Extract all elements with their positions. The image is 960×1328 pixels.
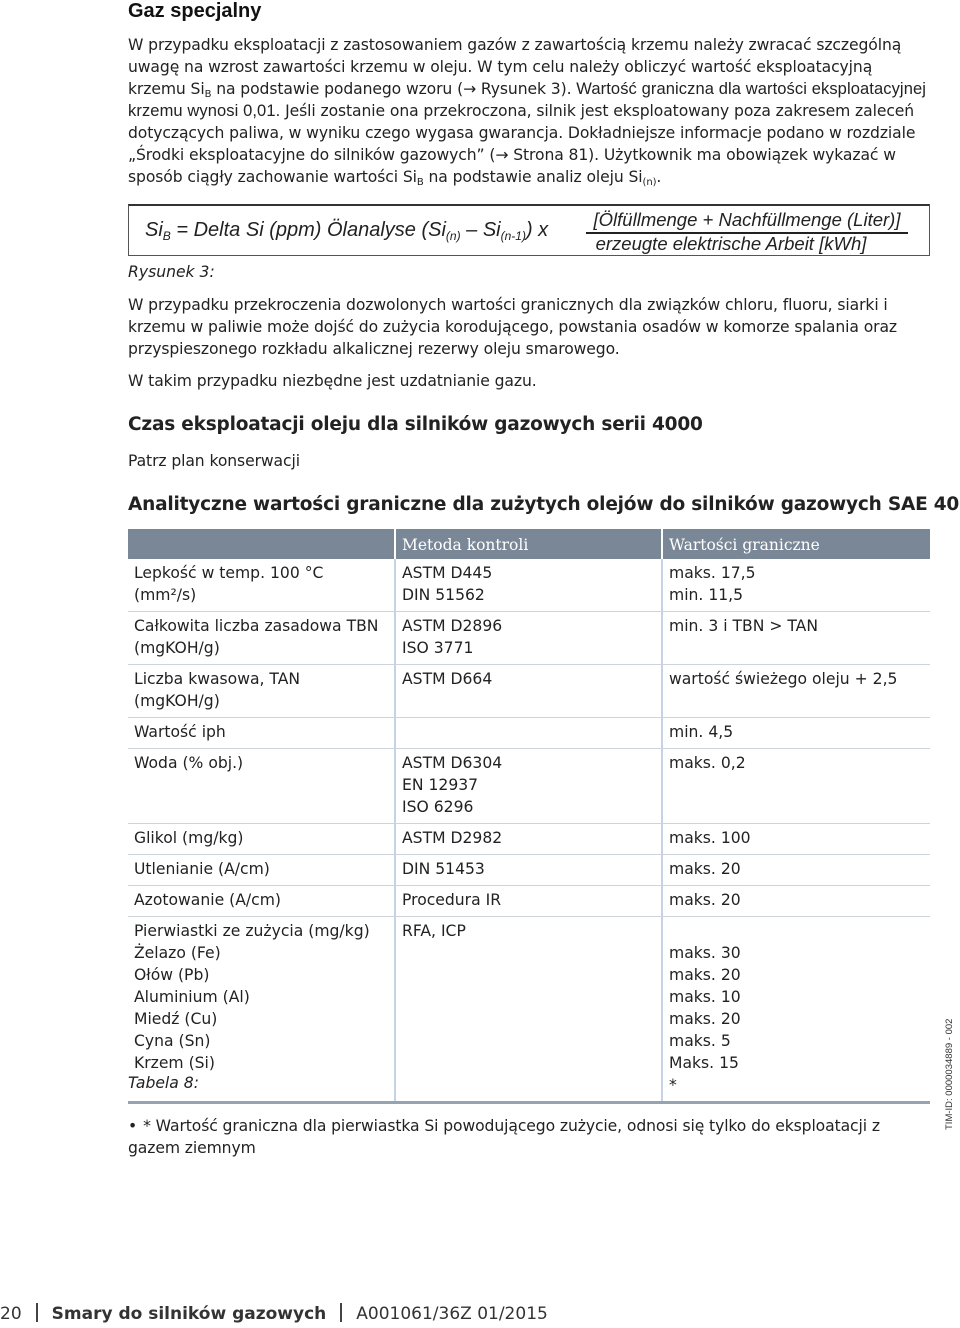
maintenance-plan-text: Patrz plan konserwacji [128, 452, 300, 470]
param-cell [128, 612, 395, 665]
param-cell [128, 886, 395, 917]
method-cell [395, 824, 662, 855]
param-cell-line: Glikol (mg/kg) [134, 829, 244, 847]
limit-cell [662, 886, 930, 917]
param-cell-line: Woda (% obj.) [134, 754, 244, 772]
param-cell-line: Pierwiastki ze zużycia (mg/kg) [134, 922, 370, 940]
table-row [128, 612, 930, 665]
param-cell-line: Całkowita liczba zasadowa TBN [134, 617, 379, 635]
formula-denominator: erzeugte elektrische Arbeit [kWh] [595, 233, 867, 254]
limit-cell [662, 749, 930, 824]
method-cell-line [402, 721, 655, 743]
figure-caption: Rysunek 3: [128, 263, 215, 281]
limit-cell-line: maks. 0,2 [669, 754, 746, 772]
header-blank [128, 529, 395, 559]
param-cell-line: Żelazo (Fe) [134, 944, 221, 962]
param-cell [128, 718, 395, 749]
formula-dash: – Si [460, 219, 501, 241]
formula-sub-n: (n) [445, 229, 461, 243]
limit-cell-line: maks. 5 [669, 1032, 731, 1050]
formula-expression [145, 219, 548, 242]
method-cell-line: RFA, ICP [402, 922, 466, 940]
limit-cell-line: maks. 100 [669, 829, 751, 847]
param-cell-line: Krzem (Si) [134, 1054, 215, 1072]
limit-cell [662, 665, 930, 718]
param-cell-line: Lepkość w temp. 100 °C (mm²/s) [134, 564, 324, 604]
param-cell [128, 749, 395, 824]
p1-sub-n: (n) [642, 177, 657, 188]
formula-mid: = Delta Si (ppm) Ölanalyse (Si [170, 219, 446, 241]
param-cell-line: (mgKOH/g) [134, 639, 220, 657]
method-cell-line: ASTM D2896 [402, 617, 503, 635]
footer-separator [340, 1303, 342, 1322]
page-footer [0, 1303, 548, 1324]
footnote [128, 1115, 918, 1159]
method-cell-line: EN 12937 [402, 776, 479, 794]
arrow-icon: → [495, 146, 509, 164]
limit-values-table [128, 529, 930, 1104]
param-cell-line: Miedź (Cu) [134, 1010, 218, 1028]
limit-cell-line: maks. 30 [669, 944, 741, 962]
limit-cell-line: * [669, 1076, 677, 1094]
p1-part-h: . [656, 168, 662, 186]
param-cell-line: Ołów (Pb) [134, 966, 210, 984]
limit-cell [662, 855, 930, 886]
table-row [128, 665, 930, 718]
method-cell [395, 749, 662, 824]
p1-part-b: na podstawie podanego wzoru ( [211, 80, 464, 98]
limit-cell-line: maks. 20 [669, 891, 741, 909]
footer-separator [36, 1303, 38, 1322]
limit-cell-line: min. 3 i TBN > TAN [669, 617, 819, 635]
param-cell [128, 665, 395, 718]
method-cell [395, 559, 662, 612]
page-number: 20 [0, 1304, 22, 1324]
header-method: Metoda kontroli [395, 529, 662, 559]
method-cell [395, 665, 662, 718]
header-limit: Wartości graniczne [662, 529, 930, 559]
footer-doc-number: A001061/36Z 01/2015 [356, 1304, 548, 1324]
param-cell [128, 855, 395, 886]
param-cell-line: Cyna (Sn) [134, 1032, 211, 1050]
table-row [128, 917, 930, 1103]
table-row [128, 559, 930, 612]
limit-cell-line: wartość świeżego oleju + 2,5 [669, 670, 898, 688]
formula-end: ) x [525, 219, 549, 241]
limit-cell-line: min. 4,5 [669, 723, 734, 741]
contamination-paragraph: W przypadku przekroczenia dozwolonych wartości granicznych dla związków chloru, fluoru, siarki i krzemu w paliwie może dojść do zużycia korodującego, powstania osadów w komorze spalania oraz przyspieszonego rozkładu alkalicznej rezerwy oleju smarowego. [128, 296, 897, 358]
method-cell [395, 917, 662, 1103]
table-row [128, 824, 930, 855]
page-reference-link[interactable]: Strona 81). Użytkownik ma obowiązek wykazać w sposób ciągły zachowanie wartości Si [128, 146, 896, 186]
p1-sub-b: B [204, 89, 212, 100]
method-cell-line: ASTM D6304 [402, 754, 503, 772]
limit-cell [662, 917, 930, 1103]
method-cell-line: ASTM D445 [402, 564, 493, 582]
limit-cell-line [669, 920, 924, 942]
footer-title: Smary do silników gazowych [51, 1304, 327, 1324]
bullet-icon: • [128, 1117, 138, 1135]
table-row [128, 718, 930, 749]
table-row [128, 886, 930, 917]
limit-cell-line: maks. 10 [669, 988, 741, 1006]
special-gas-paragraph [128, 34, 934, 188]
limit-cell-line: maks. 20 [669, 1010, 741, 1028]
limit-cell-line: min. 11,5 [669, 586, 744, 604]
limit-cell-line: maks. 17,5 [669, 564, 756, 582]
param-cell-line: Liczba kwasowa, TAN (mgKOH/g) [134, 670, 301, 710]
gas-treatment-paragraph: W takim przypadku niezbędne jest uzdatnianie gazu. [128, 372, 537, 390]
table-row [128, 749, 930, 824]
limit-cell-line: Maks. 15 [669, 1054, 739, 1072]
p1-part-e: Jeśli zostanie ona przekroczona, silnik jest eksploatowany poza zakresem zaleceń dotyczących paliwa, w wyniku czego wygasa gwarancja. Dokładniejsze informacje podano w rozdziale „Środki eksploatacyjne do silników gazowych” ( [128, 102, 916, 164]
param-cell-line: Azotowanie (A/cm) [134, 891, 281, 909]
limit-cell [662, 612, 930, 665]
arrow-icon: → [463, 80, 477, 98]
limit-cell [662, 718, 930, 749]
method-cell [395, 612, 662, 665]
limit-cell [662, 824, 930, 855]
method-cell-line: DIN 51453 [402, 860, 485, 878]
formula-sub-n1: (n-1) [500, 229, 526, 243]
method-cell-line: Procedura IR [402, 891, 502, 909]
param-cell-line: Utlenianie (A/cm) [134, 860, 270, 878]
method-cell-line: ISO 3771 [402, 639, 474, 657]
formula-numerator: [Ölfüllmenge + Nachfüllmenge (Liter)] [593, 209, 901, 230]
formula-si: Si [145, 219, 163, 241]
method-cell-line: ASTM D2982 [402, 829, 503, 847]
limit-cell [662, 559, 930, 612]
section-title-limit-values: Analityczne wartości graniczne dla zużytych olejów do silników gazowych SAE 40 [128, 494, 960, 515]
method-cell-line: DIN 51562 [402, 586, 485, 604]
limit-cell-line: maks. 20 [669, 966, 741, 984]
method-cell [395, 886, 662, 917]
figure-reference-link[interactable]: Rysunek 3). [476, 80, 577, 98]
p1-part-d: Wartość graniczna dla wartości eksploatacyjnej krzemu wynosi 0,01. [128, 80, 927, 120]
param-cell [128, 559, 395, 612]
footnote-text: * Wartość graniczna dla pierwiastka Si powodującego zużycie, odnosi się tylko do eksploatacji z gazem ziemnym [128, 1117, 880, 1157]
table-caption: Tabela 8: [128, 1074, 199, 1092]
section-title-oil-lifetime: Czas eksploatacji oleju dla silników gazowych serii 4000 [128, 414, 703, 435]
formula-sub-b: B [162, 229, 171, 243]
param-cell-line: Wartość iph [134, 723, 226, 741]
method-cell-line: ASTM D664 [402, 670, 493, 688]
p1-part-g: na podstawie analiz oleju Si [423, 168, 643, 186]
side-document-id: TIM-ID: 0000034889 - 002 [944, 1018, 955, 1130]
method-cell-line: ISO 6296 [402, 798, 474, 816]
p1-part-a: W przypadku eksploatacji z zastosowaniem gazów z zawartością krzemu należy zwracać szczególną uwagę na wzrost zawartości krzemu w oleju. W tym celu należy obliczyć wartość eksploatacyjną krzemu Si [128, 36, 902, 98]
limit-cell-line: maks. 20 [669, 860, 741, 878]
method-cell [395, 718, 662, 749]
p1-sub-b2: B [416, 177, 424, 188]
method-cell [395, 855, 662, 886]
table-row [128, 855, 930, 886]
param-cell-line: Aluminium (Al) [134, 988, 250, 1006]
param-cell [128, 824, 395, 855]
section-title-special-gas: Gaz specjalny [128, 0, 262, 22]
